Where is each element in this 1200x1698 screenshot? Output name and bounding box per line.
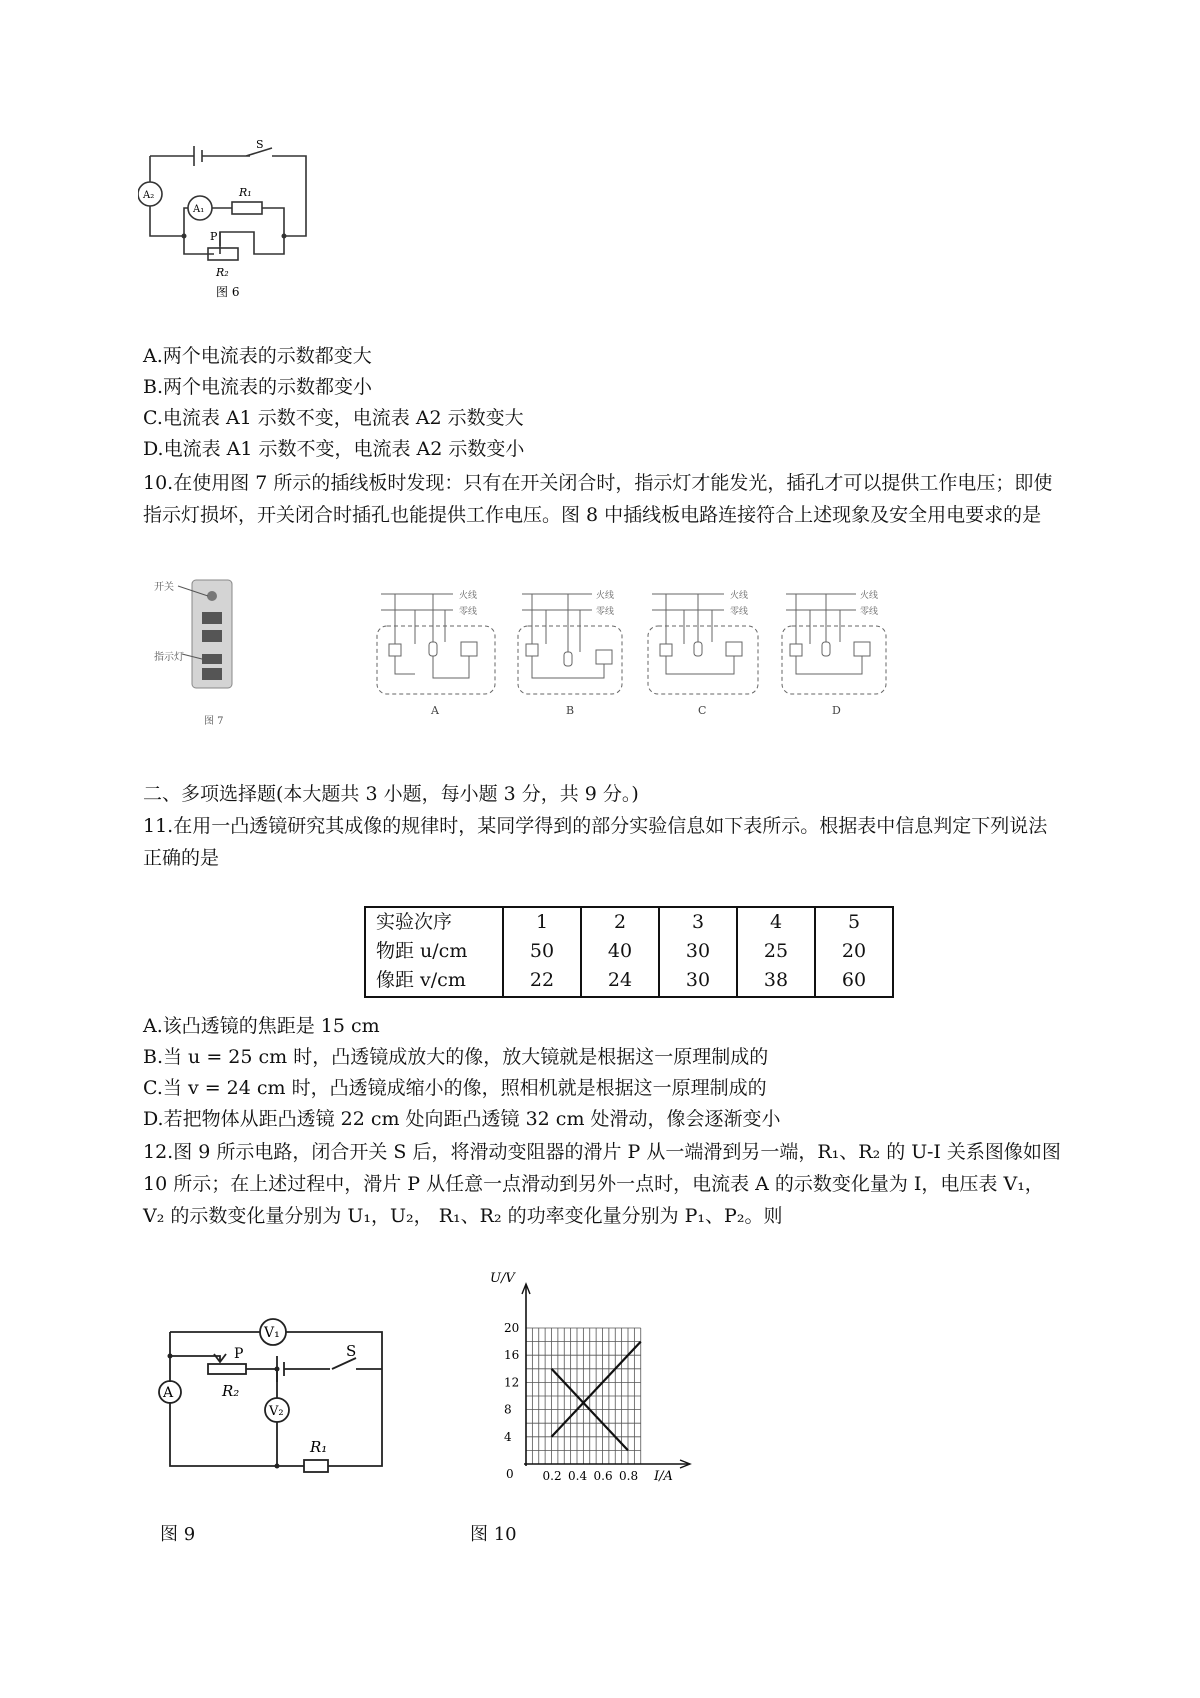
x-tick-label: 0.4 — [568, 1469, 588, 1483]
q9-option-b: B.两个电流表的示数都变小 — [143, 376, 373, 398]
figure-8-option-a — [375, 586, 515, 722]
fig7-lamp-label: 指示灯 — [154, 652, 184, 663]
fig8-option-b-label: B — [566, 704, 575, 717]
table-cell: 30 — [685, 969, 711, 991]
figure-6-circuit — [138, 136, 338, 336]
table-column-3 — [659, 907, 737, 997]
fig9-label-p: P — [234, 1346, 244, 1362]
figure-8-option-c — [646, 586, 776, 722]
table-cell: 30 — [685, 940, 711, 962]
table-cell: 38 — [763, 969, 789, 991]
fig8d-neutral-label: 零线 — [860, 607, 879, 617]
fig6-label-p: P — [210, 230, 218, 243]
fig6-label-r1: R₁ — [239, 186, 252, 199]
fig8-option-d-label: D — [832, 704, 841, 717]
fig9-label-s: S — [346, 1342, 357, 1360]
fig6-label-a1: A₁ — [193, 204, 205, 215]
x-tick-label: 0.8 — [619, 1469, 639, 1483]
fig8a-live-label: 火线 — [459, 591, 478, 601]
lens-experiment-table — [364, 906, 894, 998]
fig8b-neutral-label: 零线 — [596, 607, 615, 617]
fig9-label-a: A — [163, 1385, 174, 1401]
table-cell: 25 — [763, 940, 789, 962]
q11-option-d: D.若把物体从距凸透镜 22 cm 处向距凸透镜 32 cm 处滑动，像会逐渐变小 — [143, 1108, 781, 1130]
y-tick-label: 8 — [504, 1402, 512, 1417]
fig8-option-c-label: C — [698, 704, 707, 717]
section-2-title: 二、多项选择题(本大题共 3 小题，每小题 3 分，共 9 分。) — [143, 783, 639, 805]
fig8c-neutral-label: 零线 — [730, 607, 749, 617]
q9-option-a: A.两个电流表的示数都变大 — [143, 345, 372, 367]
fig9-label-v2: V₂ — [269, 1404, 284, 1419]
figure-10-ui-chart — [470, 1268, 710, 1488]
fig9-caption: 图 9 — [160, 1524, 196, 1545]
fig6-label-s: S — [256, 138, 264, 151]
y-tick-label: 16 — [504, 1348, 520, 1363]
fig9-label-v1: V₁ — [264, 1325, 280, 1341]
fig9-label-r2: R₂ — [222, 1382, 240, 1400]
table-cell: 24 — [607, 969, 633, 991]
y-tick-label: 4 — [504, 1429, 512, 1444]
q11-option-b: B.当 u = 25 cm 时，凸透镜成放大的像，放大镜就是根据这一原理制成的 — [143, 1046, 769, 1068]
row-label-order: 实验次序 — [376, 911, 453, 933]
table-cell: 22 — [529, 969, 555, 991]
fig8-option-a-label: A — [431, 704, 439, 717]
table-cell: 60 — [841, 969, 867, 991]
table-cell: 4 — [769, 911, 783, 933]
fig8b-live-label: 火线 — [596, 591, 615, 601]
fig6-label-r2: R₂ — [216, 266, 229, 279]
table-cell: 3 — [691, 911, 705, 933]
table-column-1 — [503, 907, 581, 997]
fig8d-live-label: 火线 — [860, 591, 879, 601]
origin-label: 0 — [506, 1467, 514, 1481]
q11-text: 11.在用一凸透镜研究其成像的规律时，某同学得到的部分实验信息如下表所示。根据表中信息判定下列说法正确的是 — [143, 815, 1048, 869]
table-column-4 — [737, 907, 815, 997]
table-cell: 20 — [841, 940, 867, 962]
table-column-5 — [815, 907, 893, 997]
table-cell: 5 — [847, 911, 861, 933]
table-cell: 50 — [529, 940, 555, 962]
fig10-caption: 图 10 — [470, 1524, 517, 1545]
q9-option-d: D.电流表 A1 示数不变，电流表 A2 示数变小 — [143, 438, 525, 460]
fig6-caption: 图 6 — [216, 285, 240, 299]
row-label-object-distance: 物距 u/cm — [376, 940, 468, 962]
figure-8-option-b — [516, 586, 642, 722]
table-cell: 2 — [613, 911, 627, 933]
table-row-labels — [365, 907, 503, 997]
q11-option-a: A.该凸透镜的焦距是 15 cm — [143, 1015, 380, 1037]
fig8a-neutral-label: 零线 — [459, 607, 478, 617]
q11-option-c: C.当 v = 24 cm 时，凸透镜成缩小的像，照相机就是根据这一原理制成的 — [143, 1077, 767, 1099]
x-tick-label: 0.2 — [542, 1469, 562, 1483]
figure-7-power-strip — [150, 574, 270, 734]
q10-text: 10.在使用图 7 所示的插线板时发现：只有在开关闭合时，指示灯才能发光，插孔才可以提供工作电压；即使指示灯损坏，开关闭合时插孔也能提供工作电压。图 8 中插线板电路连接符合上述现象及安全用电要求的是 — [143, 472, 1053, 526]
table-column-2 — [581, 907, 659, 997]
x-tick-label: 0.6 — [593, 1469, 613, 1483]
row-label-image-distance: 像距 v/cm — [376, 969, 466, 991]
figure-8-option-d — [780, 586, 906, 722]
figure-9-circuit — [150, 1300, 410, 1480]
fig7-switch-label: 开关 — [154, 582, 174, 593]
fig9-label-r1: R₁ — [310, 1438, 328, 1456]
y-tick-label: 12 — [504, 1375, 520, 1390]
q12-text: 12.图 9 所示电路，闭合开关 S 后，将滑动变阻器的滑片 P 从一端滑到另一端，R₁、R₂ 的 U-I 关系图像如图10 所示；在上述过程中，滑片 P 从任意一点滑动到另外一点时，电流表 A 的示数变化量为 I，电压表 V₁，V₂ 的示数变化量分别为 U₁，U₂， R₁、R₂ 的功率变化量分别为 P₁、P₂。则 — [143, 1141, 1061, 1227]
fig7-caption: 图 7 — [204, 716, 224, 727]
x-axis-label: I/A — [654, 1469, 673, 1484]
fig6-label-a2: A₂ — [143, 190, 155, 201]
table-cell: 40 — [607, 940, 633, 962]
table-cell: 1 — [535, 911, 549, 933]
y-axis-label: U/V — [490, 1271, 515, 1286]
y-tick-label: 20 — [504, 1321, 520, 1335]
q9-option-c: C.电流表 A1 示数不变，电流表 A2 示数变大 — [143, 407, 524, 429]
fig8c-live-label: 火线 — [730, 591, 749, 601]
